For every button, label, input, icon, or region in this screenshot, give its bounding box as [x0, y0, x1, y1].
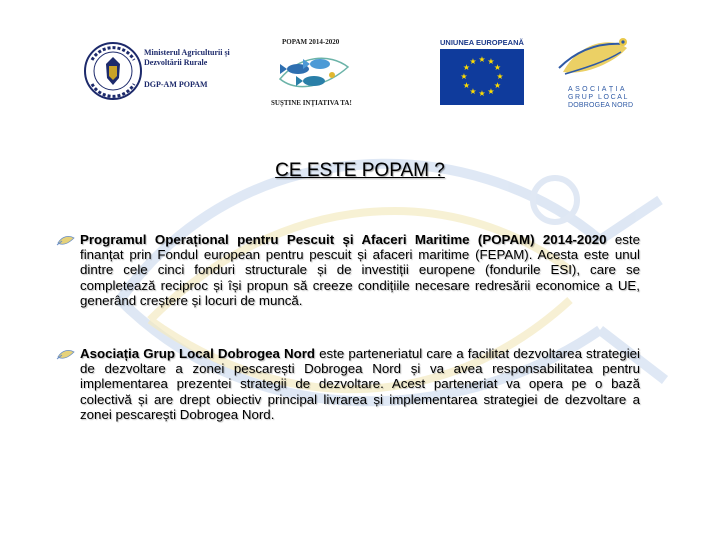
agl-fish-icon	[555, 32, 643, 84]
government-seal-icon	[84, 40, 142, 102]
government-logo	[84, 40, 234, 104]
popam-slogan: SUȘTINE INȚIATIVA TA!	[271, 99, 352, 107]
svg-text:★: ★	[469, 87, 477, 96]
svg-text:★: ★	[496, 72, 504, 81]
svg-text:★: ★	[469, 57, 477, 66]
agl-line3: DOBROGEA NORD	[568, 102, 634, 109]
popam-title: POPAM 2014-2020	[282, 38, 340, 46]
eu-logo	[438, 38, 526, 106]
agl-line2: GRUP LOCAL	[568, 94, 629, 101]
paragraph-popam-bold: Programul Operațional pentru Pescuit și Afaceri Maritime (POPAM) 2014-2020	[80, 232, 607, 247]
paragraph-popam-text: este finanțat prin Fondul european pentru pescuit și afaceri maritime (FEPAM). Acesta este unul dintre cele cinci fonduri structurale și de investiții europene (fondurile ESI), care se completează reciproc și își propun să creeze condițiile necesare redresării economice a UE, generând creștere și locuri de muncă.	[80, 232, 640, 308]
svg-text:★: ★	[493, 81, 502, 90]
agl-name	[568, 86, 633, 110]
svg-text:★: ★	[487, 87, 495, 96]
svg-text:★: ★	[462, 81, 471, 90]
svg-text:★: ★	[487, 57, 495, 66]
slide-title: CE ESTE POPAM ?	[275, 160, 445, 181]
svg-text:★: ★	[460, 72, 468, 81]
agl-logo	[555, 32, 645, 114]
paragraph-popam	[80, 232, 640, 308]
paragraph-agl-text: este parteneriatul care a facilitat dezvoltarea strategiei de dezvoltare a zonei pescarești Dobrogea Nord și va avea responsabilitatea pentru implementarea prezentei strategii de dezvoltare. Acest parteneriat va opera pe o bază colectivă și are drept obiectiv principal livrarea și implementarea strategiei de dezvoltare a zonei pescarești Dobrogea Nord.	[80, 346, 641, 422]
fish-bullet-icon	[56, 348, 76, 362]
program-name: DGP-AM POPAM	[144, 80, 208, 89]
ministry-name: Ministerul Agriculturii și Dezvoltării Rurale	[144, 48, 230, 67]
svg-text:★: ★	[478, 89, 486, 98]
svg-text:★: ★	[478, 55, 486, 64]
paragraph-agl	[80, 346, 640, 422]
agl-line1: ASOCIAȚIA	[568, 86, 627, 93]
svg-text:★: ★	[462, 63, 471, 72]
fish-icon	[270, 49, 356, 97]
svg-text:★: ★	[493, 63, 502, 72]
paragraph-agl-bold: Asociația Grup Local Dobrogea Nord	[80, 346, 316, 361]
fish-bullet-icon	[56, 234, 76, 248]
eu-stars-icon	[440, 49, 524, 105]
eu-title: UNIUNEA EUROPEANĂ	[440, 38, 524, 47]
eu-flag	[440, 49, 524, 105]
popam-logo	[268, 38, 360, 108]
